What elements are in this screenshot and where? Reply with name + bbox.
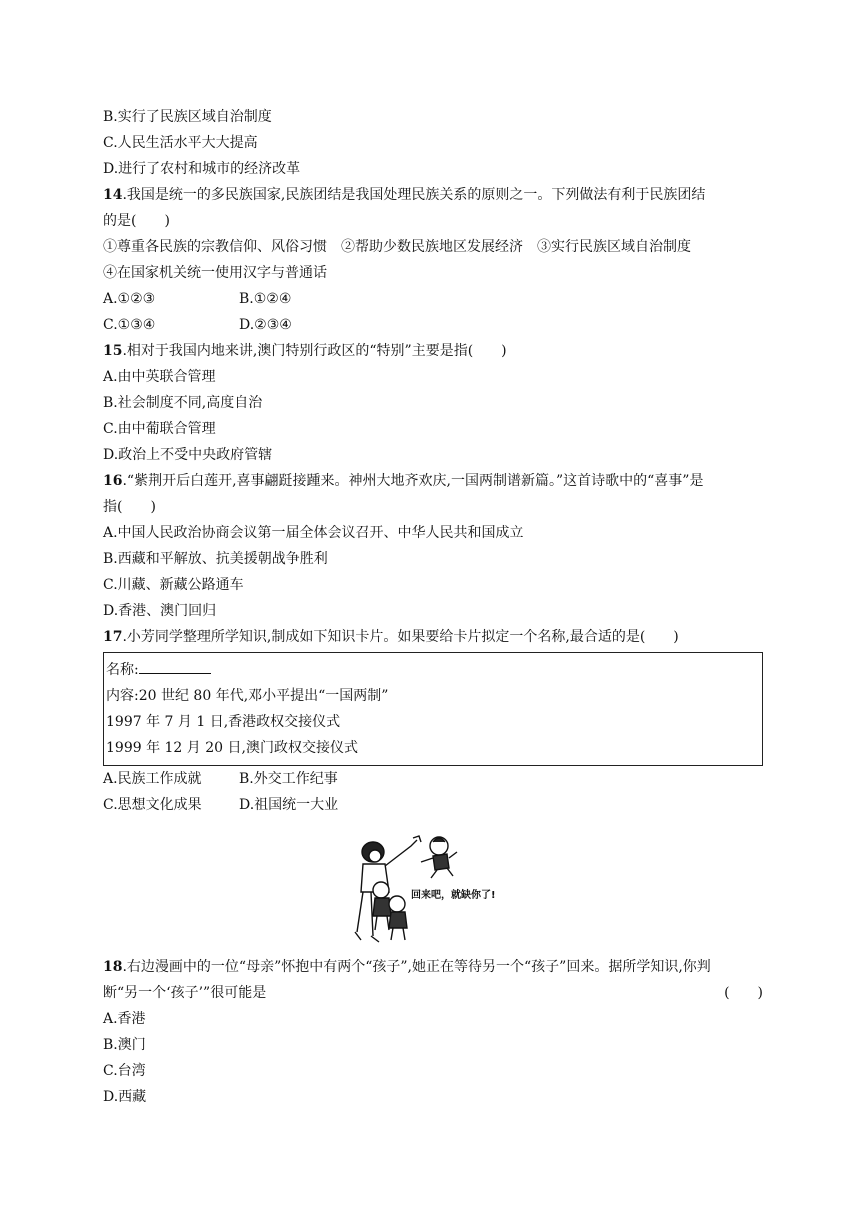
q17-stem [103, 624, 763, 650]
cartoon-caption: 回来吧，就缺你了! [411, 890, 496, 901]
q15-option-c: C.由中葡联合管理 [103, 421, 216, 437]
q18-answer-paren: ( ) [724, 985, 763, 1001]
q13-option-d: D.进行了农村和城市的经济改革 [103, 161, 301, 177]
q16-option-d: D.香港、澳门回归 [103, 603, 217, 619]
q16-stem [103, 468, 763, 494]
q13-option-c: C.人民生活水平大大提高 [103, 135, 258, 151]
q18-stem-cont [103, 980, 763, 1006]
q16-option-b: B.西藏和平解放、抗美援朝战争胜利 [103, 551, 328, 567]
knowledge-card [103, 652, 763, 766]
q14-option-c: C.①③④ [103, 317, 156, 333]
card-name-blank [139, 659, 211, 674]
q14-stem-text: .我国是统一的多民族国家,民族团结是我国处理民族关系的原则之一。下列做法有利于民族团结 [122, 187, 706, 203]
card-content-line2: 1997 年 7 月 1 日,香港政权交接仪式 [106, 714, 341, 730]
q14-option-d: D.②③④ [239, 317, 292, 333]
q13-option-b: B.实行了民族区域自治制度 [103, 109, 272, 125]
q16-stem-cont: 指( ) [103, 499, 156, 515]
cartoon-illustration [349, 832, 521, 946]
q17-number: 17 [103, 629, 123, 645]
q15-option-d: D.政治上不受中央政府管辖 [103, 447, 273, 463]
q17-options-row1 [103, 766, 763, 792]
q17-stem-text: .小芳同学整理所学知识,制成如下知识卡片。如果要给卡片拟定一个名称,最合适的是( ) [122, 629, 679, 645]
q17-option-b: B.外交工作纪事 [239, 771, 338, 787]
q18-option-b: B.澳门 [103, 1037, 146, 1053]
q16-option-a: A.中国人民政治协商会议第一届全体会议召开、中华人民共和国成立 [103, 525, 524, 541]
q17-option-c: C.思想文化成果 [103, 797, 202, 813]
q14-number: 14 [103, 187, 123, 203]
q15-stem-text: .相对于我国内地来讲,澳门特别行政区的“特别”主要是指( ) [122, 343, 507, 359]
q15-stem [103, 338, 763, 364]
q18-option-a: A.香港 [103, 1011, 146, 1027]
q14-stem-cont: 的是( ) [103, 213, 170, 229]
q14-items: ①尊重各民族的宗教信仰、风俗习惯 ②帮助少数民族地区发展经济 ③实行民族区域自治制度 [103, 239, 691, 255]
q17-option-a: A.民族工作成就 [103, 771, 202, 787]
q14-option-b: B.①②④ [239, 291, 292, 307]
q18-stem-text-cont: 断“另一个‘孩子’”很可能是 [103, 985, 267, 1001]
q14-options-row1 [103, 286, 763, 312]
card-content-line1: 内容:20 世纪 80 年代,邓小平提出“一国两制” [106, 688, 389, 704]
q18-stem-text: .右边漫画中的一位“母亲”怀抱中有两个“孩子”,她正在等待另一个“孩子”回来。据所学知识,你判 [122, 959, 711, 975]
card-content-line3: 1999 年 12 月 20 日,澳门政权交接仪式 [106, 740, 358, 756]
exam-page [103, 104, 763, 1110]
q15-option-b: B.社会制度不同,高度自治 [103, 395, 263, 411]
q18-stem [103, 954, 763, 980]
q18-option-c: C.台湾 [103, 1063, 146, 1079]
card-name-label: 名称: [106, 662, 139, 678]
q15-number: 15 [103, 343, 123, 359]
q14-stem [103, 182, 763, 208]
q14-items-cont: ④在国家机关统一使用汉字与普通话 [103, 265, 327, 281]
q17-option-d: D.祖国统一大业 [239, 797, 339, 813]
q16-option-c: C.川藏、新藏公路通车 [103, 577, 244, 593]
q14-option-a: A.①②③ [103, 291, 156, 307]
q15-option-a: A.由中英联合管理 [103, 369, 216, 385]
q18-option-d: D.西藏 [103, 1089, 147, 1105]
q17-options-row2 [103, 792, 763, 818]
card-name-line [106, 657, 762, 683]
q16-stem-text: .“紫荆开后白莲开,喜事翩跹接踵来。神州大地齐欢庆,一国两制谱新篇。”这首诗歌中的“喜事”是 [122, 473, 704, 489]
q14-options-row2 [103, 312, 763, 338]
q16-number: 16 [103, 473, 123, 489]
q18-number: 18 [103, 959, 123, 975]
